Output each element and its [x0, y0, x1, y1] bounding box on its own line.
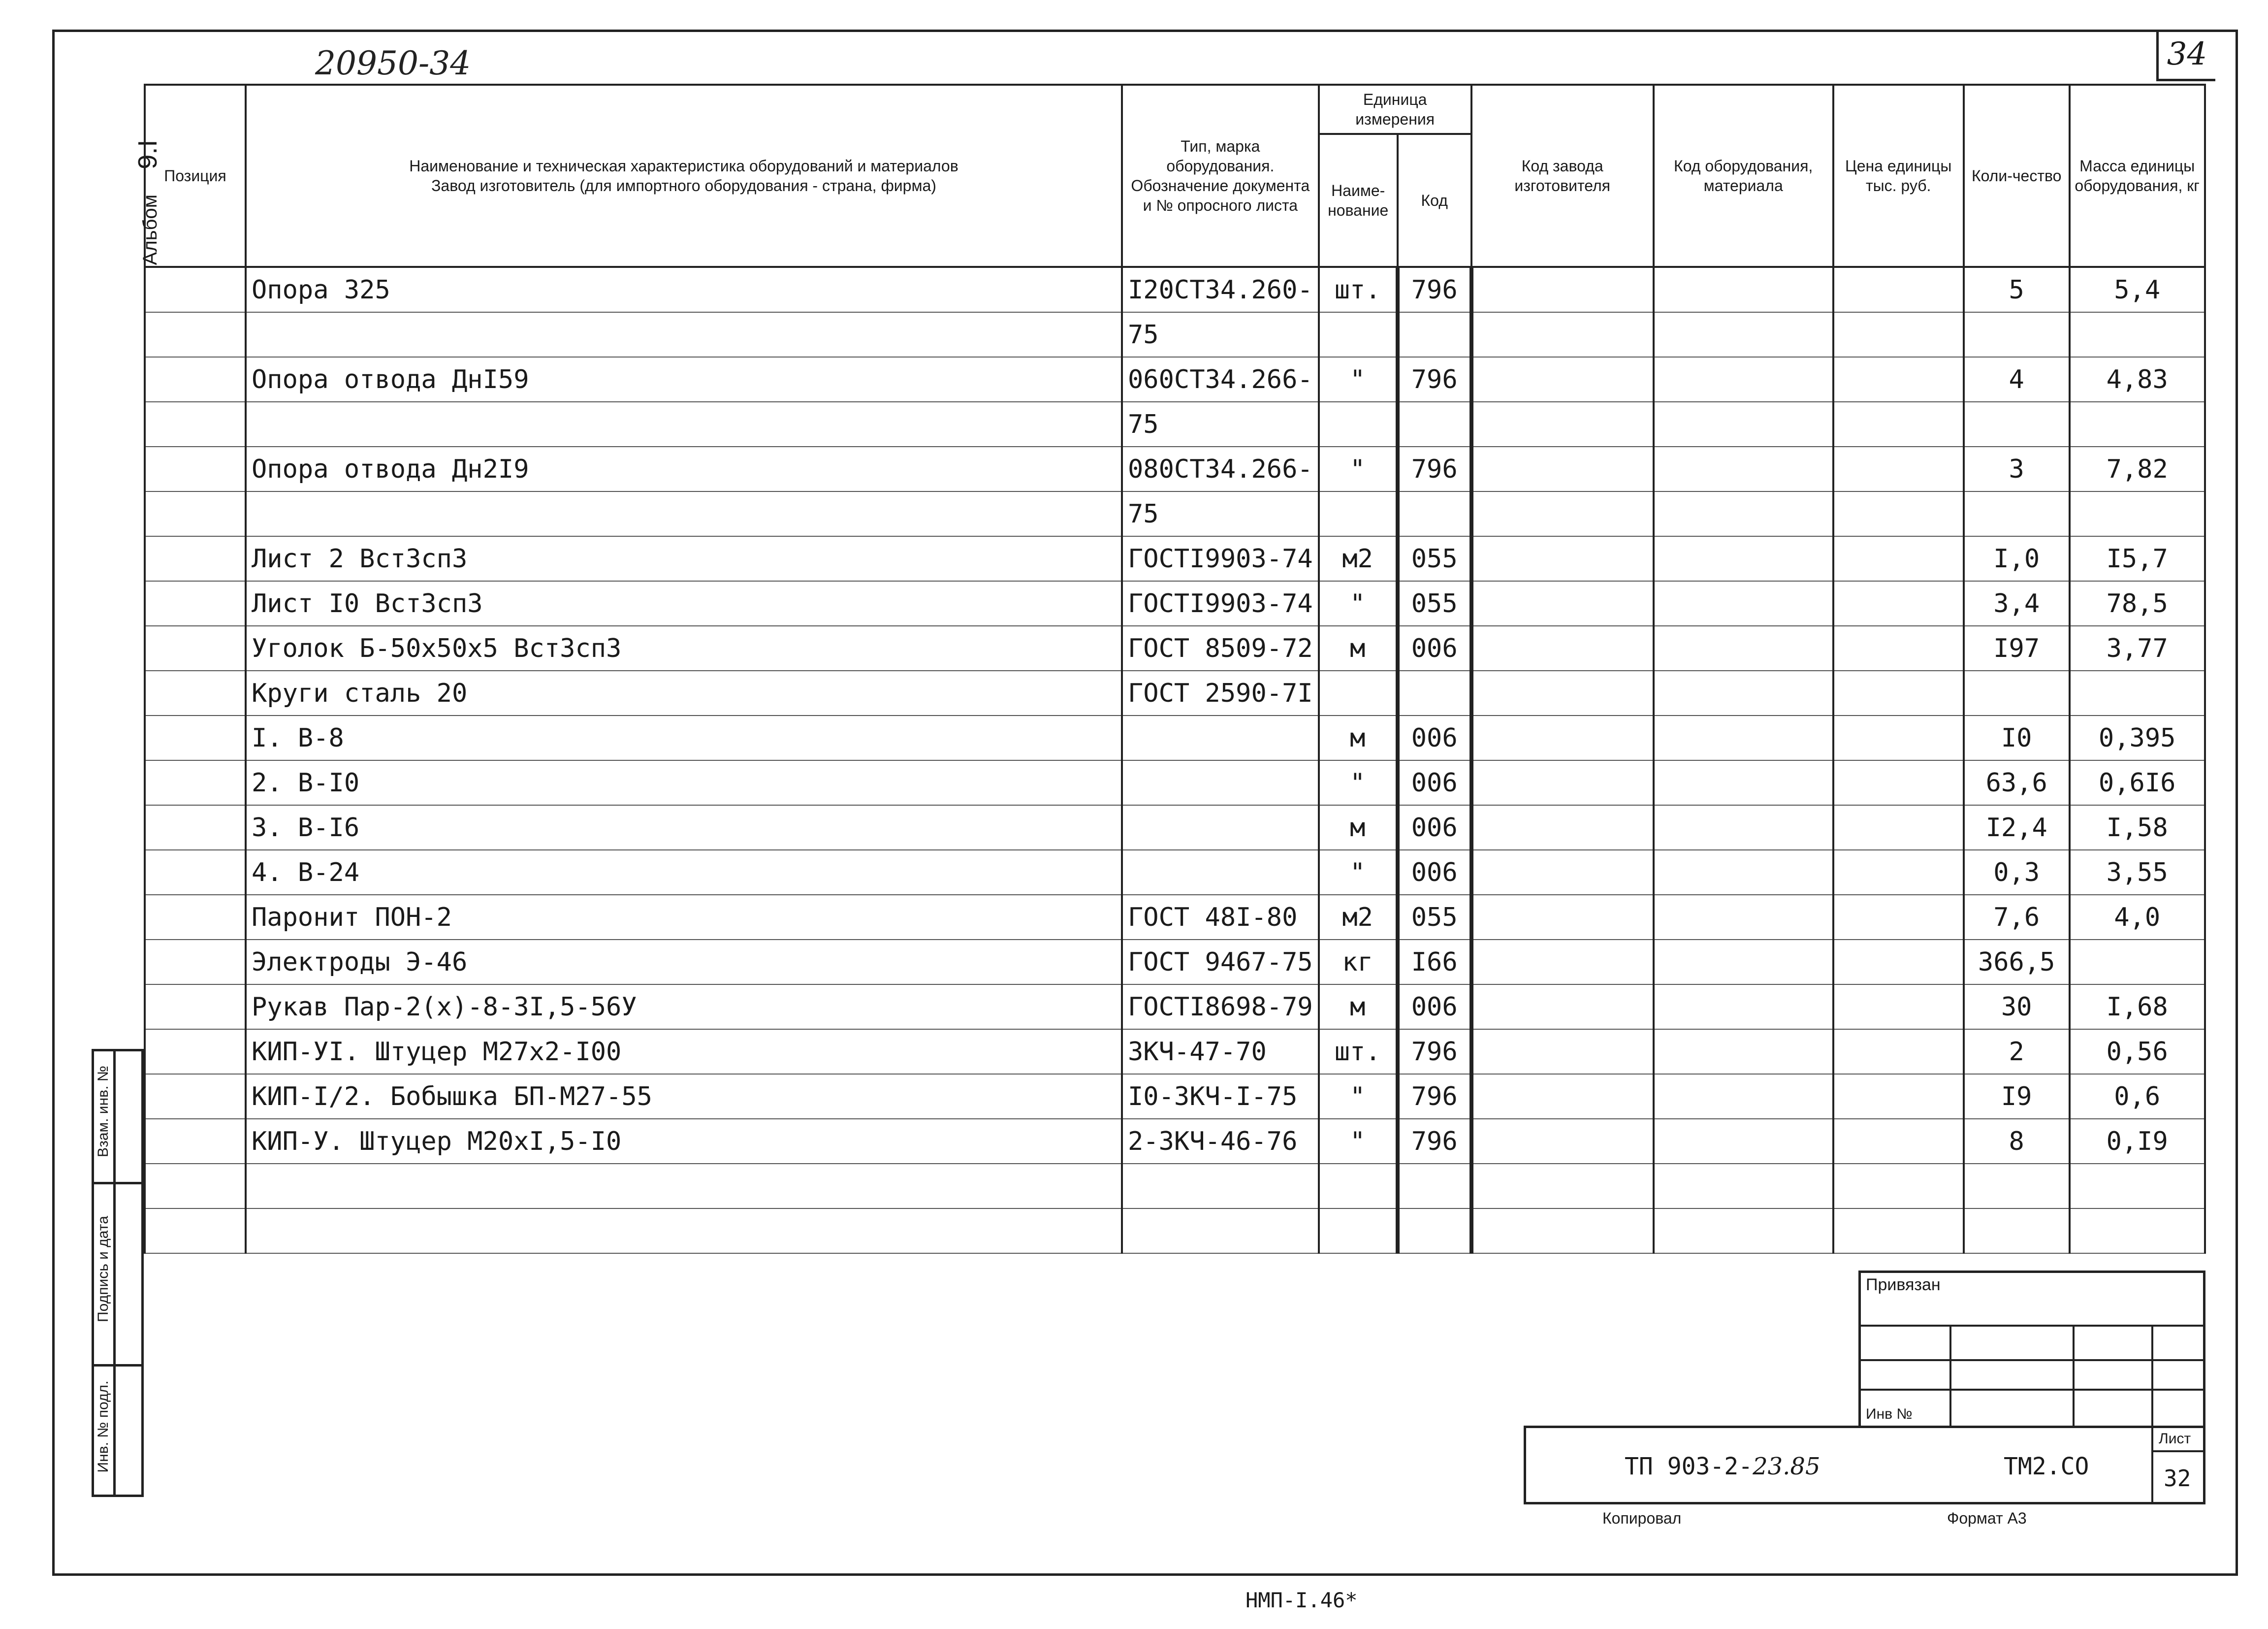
type-cell: ГОСТI9903-74: [1122, 536, 1319, 581]
header-name: [246, 85, 1122, 267]
name-cell: [246, 491, 1122, 536]
unit-cell: м2: [1319, 895, 1398, 940]
equip-code-cell: [1654, 895, 1833, 940]
factory-code-cell: [1471, 805, 1654, 850]
type-cell: 060СТ34.266-: [1122, 357, 1319, 402]
mass-cell: I,68: [2070, 984, 2205, 1029]
qty-cell: I2,4: [1964, 805, 2070, 850]
equip-code-cell: [1654, 312, 1833, 357]
qty-cell: 8: [1964, 1119, 2070, 1164]
name-cell: Уголок Б-50х50х5 ВстЗсп3: [246, 626, 1122, 671]
header-mass: Масса единицы оборудования, кг: [2070, 85, 2205, 267]
unit-cell: м: [1319, 805, 1398, 850]
mass-cell: [2070, 312, 2205, 357]
inv-label: Инв №: [1866, 1406, 1913, 1422]
qty-cell: [1964, 1164, 2070, 1208]
table-row: [145, 940, 2205, 984]
pos-cell: [145, 536, 246, 581]
mass-cell: 4,83: [2070, 357, 2205, 402]
header-position: Позиция: [145, 85, 246, 267]
factory-code-cell: [1471, 402, 1654, 447]
bound-stamp-line: [1949, 1325, 1951, 1428]
type-cell: 75: [1122, 312, 1319, 357]
equip-code-cell: [1654, 1029, 1833, 1074]
code-cell: 006: [1398, 850, 1471, 895]
price-cell: [1833, 1208, 1964, 1253]
pos-cell: [145, 984, 246, 1029]
code-cell: 006: [1398, 984, 1471, 1029]
equip-code-cell: [1654, 447, 1833, 491]
mass-cell: [2070, 402, 2205, 447]
code-cell: 796: [1398, 1074, 1471, 1119]
qty-cell: 30: [1964, 984, 2070, 1029]
name-cell: КИП-У. Штуцер М20хI,5-I0: [246, 1119, 1122, 1164]
code-cell: 055: [1398, 581, 1471, 626]
equip-code-cell: [1654, 1119, 1833, 1164]
equip-code-cell: [1654, 1074, 1833, 1119]
price-cell: [1833, 760, 1964, 805]
equip-code-cell: [1654, 491, 1833, 536]
title-stamp-line: [2151, 1450, 2205, 1452]
pos-cell: [145, 1074, 246, 1119]
factory-code-cell: [1471, 536, 1654, 581]
bound-stamp-line: [2073, 1325, 2075, 1428]
name-cell: Паронит ПОН-2: [246, 895, 1122, 940]
unit-cell: ": [1319, 447, 1398, 491]
code-cell: 055: [1398, 895, 1471, 940]
unit-cell: [1319, 402, 1398, 447]
unit-cell: м: [1319, 626, 1398, 671]
code-cell: 796: [1398, 357, 1471, 402]
mass-cell: 0,395: [2070, 716, 2205, 760]
type-cell: [1122, 1208, 1319, 1253]
price-cell: [1833, 357, 1964, 402]
type-cell: [1122, 760, 1319, 805]
copied-label: Копировал: [1602, 1509, 1682, 1527]
table-row: [145, 1029, 2205, 1074]
unit-cell: [1319, 1164, 1398, 1208]
price-cell: [1833, 402, 1964, 447]
mass-cell: [2070, 491, 2205, 536]
format-label: Формат А3: [1947, 1509, 2027, 1527]
name-cell: I. В-8: [246, 716, 1122, 760]
factory-code-cell: [1471, 267, 1654, 312]
qty-cell: I97: [1964, 626, 2070, 671]
equip-code-cell: [1654, 536, 1833, 581]
header-unit-group: Единица измерения: [1319, 85, 1471, 134]
price-cell: [1833, 581, 1964, 626]
type-cell: 080СТ34.266-: [1122, 447, 1319, 491]
equip-code-cell: [1654, 581, 1833, 626]
mass-cell: [2070, 1208, 2205, 1253]
qty-cell: I0: [1964, 716, 2070, 760]
pos-cell: [145, 447, 246, 491]
code-cell: [1398, 402, 1471, 447]
price-cell: [1833, 716, 1964, 760]
type-cell: ЗКЧ-47-70: [1122, 1029, 1319, 1074]
mass-cell: 7,82: [2070, 447, 2205, 491]
unit-cell: ": [1319, 1119, 1398, 1164]
factory-code-cell: [1471, 984, 1654, 1029]
pos-cell: [145, 312, 246, 357]
table-row: [145, 491, 2205, 536]
unit-cell: шт.: [1319, 267, 1398, 312]
price-cell: [1833, 671, 1964, 716]
pos-cell: [145, 491, 246, 536]
table-row: [145, 357, 2205, 402]
mass-cell: 3,55: [2070, 850, 2205, 895]
mass-cell: 0,I9: [2070, 1119, 2205, 1164]
factory-code-cell: [1471, 895, 1654, 940]
mass-cell: I5,7: [2070, 536, 2205, 581]
factory-code-cell: [1471, 491, 1654, 536]
qty-cell: I,0: [1964, 536, 2070, 581]
factory-code-cell: [1471, 357, 1654, 402]
name-cell: Электроды Э-46: [246, 940, 1122, 984]
name-cell: Круги сталь 20: [246, 671, 1122, 716]
pos-cell: [145, 940, 246, 984]
factory-code-cell: [1471, 1208, 1654, 1253]
table-row: [145, 984, 2205, 1029]
unit-cell: [1319, 1208, 1398, 1253]
unit-cell: ": [1319, 760, 1398, 805]
type-cell: 75: [1122, 402, 1319, 447]
factory-code-cell: [1471, 312, 1654, 357]
code-cell: [1398, 671, 1471, 716]
unit-cell: шт.: [1319, 1029, 1398, 1074]
price-cell: [1833, 626, 1964, 671]
pos-cell: [145, 895, 246, 940]
table-row: [145, 1208, 2205, 1253]
header-type: Тип, марка оборудования. Обозначение документа и № опросного листа: [1122, 85, 1319, 267]
type-cell: [1122, 850, 1319, 895]
name-cell: [246, 312, 1122, 357]
pos-cell: [145, 1164, 246, 1208]
bound-stamp-line: [2151, 1325, 2153, 1428]
sheet-label: Лист: [2159, 1431, 2191, 1447]
type-cell: ГОСТ 8509-72: [1122, 626, 1319, 671]
price-cell: [1833, 984, 1964, 1029]
qty-cell: [1964, 402, 2070, 447]
qty-cell: 0,3: [1964, 850, 2070, 895]
code-cell: 006: [1398, 760, 1471, 805]
factory-code-cell: [1471, 581, 1654, 626]
header-equip-code: Код оборудования, материала: [1654, 85, 1833, 267]
factory-code-cell: [1471, 1119, 1654, 1164]
name-cell: [246, 402, 1122, 447]
name-cell: Опора отвода Дн2I9: [246, 447, 1122, 491]
type-cell: I20СТ34.260-: [1122, 267, 1319, 312]
name-cell: 3. В-I6: [246, 805, 1122, 850]
name-cell: Лист I0 ВстЗсп3: [246, 581, 1122, 626]
type-cell: [1122, 805, 1319, 850]
pos-cell: [145, 850, 246, 895]
bound-label: Привязан: [1866, 1275, 1941, 1294]
pos-cell: [145, 1029, 246, 1074]
type-cell: ГОСТ 9467-75: [1122, 940, 1319, 984]
equip-code-cell: [1654, 805, 1833, 850]
code-cell: 796: [1398, 447, 1471, 491]
table-row: [145, 805, 2205, 850]
table-row: [145, 447, 2205, 491]
name-cell: 2. В-I0: [246, 760, 1122, 805]
mass-cell: 0,6I6: [2070, 760, 2205, 805]
table-row: [145, 536, 2205, 581]
table-row: [145, 671, 2205, 716]
pos-cell: [145, 1208, 246, 1253]
equip-code-cell: [1654, 671, 1833, 716]
unit-cell: ": [1319, 357, 1398, 402]
name-cell: [246, 1164, 1122, 1208]
sheet-number-box: 34: [2156, 30, 2215, 81]
equip-code-cell: [1654, 984, 1833, 1029]
unit-cell: ": [1319, 1074, 1398, 1119]
left-stamp-divider: [113, 1049, 116, 1497]
qty-cell: 2: [1964, 1029, 2070, 1074]
table-row: [145, 402, 2205, 447]
equip-code-cell: [1654, 1164, 1833, 1208]
unit-cell: м2: [1319, 536, 1398, 581]
stamp-label-replace: Взам. инв. №: [95, 1066, 111, 1157]
doc-code-text: ТП 903-2-: [1625, 1453, 1753, 1480]
table-row: [145, 1119, 2205, 1164]
equip-code-cell: [1654, 716, 1833, 760]
qty-cell: 3: [1964, 447, 2070, 491]
table-row: [145, 760, 2205, 805]
table-row: [145, 1074, 2205, 1119]
unit-cell: ": [1319, 850, 1398, 895]
factory-code-cell: [1471, 671, 1654, 716]
pos-cell: [145, 671, 246, 716]
price-cell: [1833, 1074, 1964, 1119]
code-cell: [1398, 491, 1471, 536]
pos-cell: [145, 805, 246, 850]
type-cell: [1122, 716, 1319, 760]
table-row: [145, 850, 2205, 895]
price-cell: [1833, 805, 1964, 850]
pos-cell: [145, 716, 246, 760]
name-cell: 4. В-24: [246, 850, 1122, 895]
mass-cell: 3,77: [2070, 626, 2205, 671]
qty-cell: [1964, 1208, 2070, 1253]
type-cell: [1122, 1164, 1319, 1208]
qty-cell: 63,6: [1964, 760, 2070, 805]
bound-stamp-line: [1858, 1359, 2205, 1361]
unit-cell: м: [1319, 716, 1398, 760]
unit-cell: ": [1319, 581, 1398, 626]
handwritten-doc-number: 20950-34: [315, 44, 471, 82]
factory-code-cell: [1471, 626, 1654, 671]
factory-code-cell: [1471, 447, 1654, 491]
sheet-value: 32: [2164, 1465, 2191, 1492]
code-cell: 006: [1398, 716, 1471, 760]
unit-cell: [1319, 491, 1398, 536]
equip-code-cell: [1654, 267, 1833, 312]
qty-cell: 4: [1964, 357, 2070, 402]
bound-stamp-line: [1858, 1389, 2205, 1391]
type-cell: 2-ЗКЧ-46-76: [1122, 1119, 1319, 1164]
equip-code-cell: [1654, 402, 1833, 447]
doc-code-hand: 23.85: [1753, 1453, 1821, 1480]
qty-cell: 5: [1964, 267, 2070, 312]
header-unit-code: Код: [1398, 134, 1471, 267]
pos-cell: [145, 267, 246, 312]
table-row: [145, 895, 2205, 940]
pos-cell: [145, 626, 246, 671]
type-cell: ГОСТI9903-74: [1122, 581, 1319, 626]
code-cell: [1398, 312, 1471, 357]
unit-cell: кг: [1319, 940, 1398, 984]
name-cell: Опора отвода ДнI59: [246, 357, 1122, 402]
unit-cell: [1319, 671, 1398, 716]
qty-cell: [1964, 491, 2070, 536]
table-row: [145, 1164, 2205, 1208]
price-cell: [1833, 940, 1964, 984]
title-stamp-line: [2151, 1426, 2153, 1504]
code-cell: 006: [1398, 805, 1471, 850]
table-row: [145, 312, 2205, 357]
pos-cell: [145, 581, 246, 626]
type-cell: 75: [1122, 491, 1319, 536]
code-cell: 006: [1398, 626, 1471, 671]
code-cell: 796: [1398, 1029, 1471, 1074]
price-cell: [1833, 1119, 1964, 1164]
code-cell: I66: [1398, 940, 1471, 984]
name-cell: КИП-УI. Штуцер М27х2-I00: [246, 1029, 1122, 1074]
equip-code-cell: [1654, 626, 1833, 671]
equip-code-cell: [1654, 940, 1833, 984]
mass-cell: 0,6: [2070, 1074, 2205, 1119]
pos-cell: [145, 760, 246, 805]
doc-suffix: ТМ2.СО: [2004, 1453, 2089, 1480]
name-cell: Лист 2 ВстЗсп3: [246, 536, 1122, 581]
mass-cell: 0,56: [2070, 1029, 2205, 1074]
equip-code-cell: [1654, 850, 1833, 895]
price-cell: [1833, 267, 1964, 312]
factory-code-cell: [1471, 1074, 1654, 1119]
factory-code-cell: [1471, 1164, 1654, 1208]
qty-cell: 366,5: [1964, 940, 2070, 984]
type-cell: ГОСТ 2590-7I: [1122, 671, 1319, 716]
mass-cell: [2070, 671, 2205, 716]
equip-code-cell: [1654, 1208, 1833, 1253]
header-unit-name: Наиме-нование: [1319, 134, 1398, 267]
factory-code-cell: [1471, 940, 1654, 984]
mass-cell: 5,4: [2070, 267, 2205, 312]
qty-cell: 7,6: [1964, 895, 2070, 940]
mass-cell: I,58: [2070, 805, 2205, 850]
header-qty: Коли-чество: [1964, 85, 2070, 267]
price-cell: [1833, 850, 1964, 895]
mass-cell: 4,0: [2070, 895, 2205, 940]
price-cell: [1833, 1029, 1964, 1074]
table-row: [145, 267, 2205, 312]
header-name-line2: Завод изготовитель (для импортного оборудования - страна, фирма): [431, 177, 936, 195]
specification-table: [144, 84, 2206, 1254]
mass-cell: [2070, 940, 2205, 984]
type-cell: ГОСТ 48I-80: [1122, 895, 1319, 940]
name-cell: Опора 325: [246, 267, 1122, 312]
specification-body: [145, 267, 2205, 1253]
equip-code-cell: [1654, 760, 1833, 805]
price-cell: [1833, 895, 1964, 940]
type-cell: I0-ЗКЧ-I-75: [1122, 1074, 1319, 1119]
factory-code-cell: [1471, 760, 1654, 805]
qty-cell: 3,4: [1964, 581, 2070, 626]
table-row: [145, 716, 2205, 760]
stamp-label-inv: Инв. № подл.: [95, 1380, 111, 1473]
album-label: Альбом: [139, 194, 161, 265]
factory-code-cell: [1471, 850, 1654, 895]
name-cell: Рукав Пар-2(х)-8-3I,5-56У: [246, 984, 1122, 1029]
code-cell: [1398, 1164, 1471, 1208]
code-cell: 796: [1398, 267, 1471, 312]
header-price: Цена единицы тыс. руб.: [1833, 85, 1964, 267]
stamp-label-signature: Подпись и дата: [95, 1216, 111, 1322]
type-cell: ГОСТI8698-79: [1122, 984, 1319, 1029]
header-name-line1: Наименование и техническая характеристика оборудований и материалов: [409, 157, 958, 175]
price-cell: [1833, 312, 1964, 357]
table-row: [145, 581, 2205, 626]
qty-cell: [1964, 671, 2070, 716]
table-row: [145, 626, 2205, 671]
bound-stamp-line: [1858, 1325, 2205, 1327]
code-cell: 055: [1398, 536, 1471, 581]
name-cell: КИП-I/2. Бобышка БП-М27-55: [246, 1074, 1122, 1119]
qty-cell: [1964, 312, 2070, 357]
equip-code-cell: [1654, 357, 1833, 402]
header-factory-code: Код завода изготовителя: [1471, 85, 1654, 267]
album-number: 9.I: [133, 139, 162, 169]
pos-cell: [145, 357, 246, 402]
price-cell: [1833, 1164, 1964, 1208]
footer-code: НМП-I.46*: [1246, 1588, 1358, 1612]
factory-code-cell: [1471, 716, 1654, 760]
price-cell: [1833, 491, 1964, 536]
mass-cell: [2070, 1164, 2205, 1208]
pos-cell: [145, 1119, 246, 1164]
doc-code: [1625, 1453, 1821, 1480]
pos-cell: [145, 402, 246, 447]
unit-cell: [1319, 312, 1398, 357]
code-cell: [1398, 1208, 1471, 1253]
code-cell: 796: [1398, 1119, 1471, 1164]
factory-code-cell: [1471, 1029, 1654, 1074]
qty-cell: I9: [1964, 1074, 2070, 1119]
mass-cell: 78,5: [2070, 581, 2205, 626]
name-cell: [246, 1208, 1122, 1253]
price-cell: [1833, 536, 1964, 581]
price-cell: [1833, 447, 1964, 491]
unit-cell: м: [1319, 984, 1398, 1029]
